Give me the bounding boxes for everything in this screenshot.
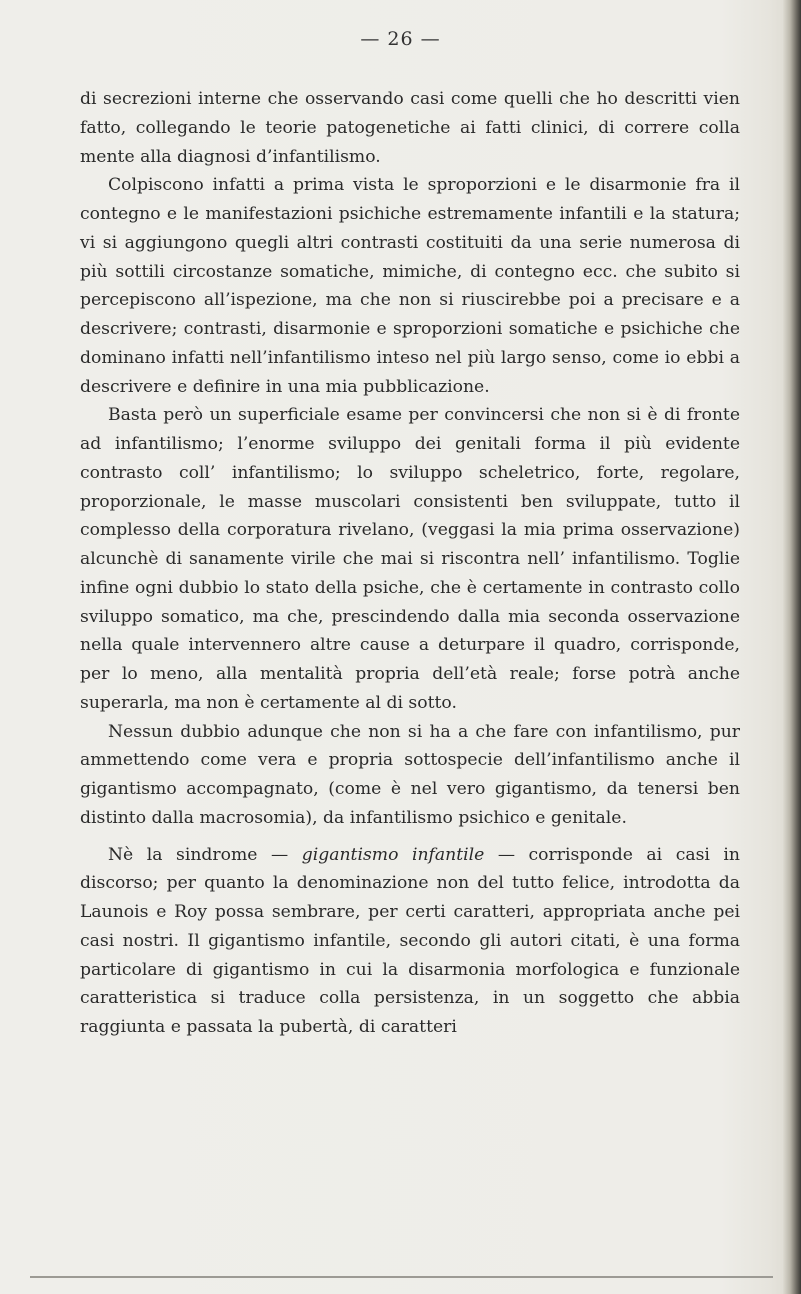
paragraph-5-start: Nè la sindrome — (108, 844, 302, 865)
paragraph-5 (80, 841, 740, 1042)
page-number: — 26 — (360, 28, 441, 50)
paragraph-2: Colpiscono infatti a prima vista le sproporzioni e le disarmonie fra il contegno e le manifestazioni psichiche estremamente infantili e la statura; vi si aggiungono quegli altri contrasti costituiti da una serie numerosa di più sottili circostanze somatiche, mimiche, di contegno ecc. che subito si percepiscono all’ispezione, ma che non si riuscirebbe poi a precisare e a descrivere; contrasti, disarmonie e sproporzioni somatiche e psichiche che dominano infatti nell’infantilismo inteso nel più largo senso, come io ebbi a descrivere e definire in una mia pubblicazione. (80, 175, 740, 397)
page-edge-shadow (783, 0, 801, 1294)
paragraph-5-rest: — corrisponde ai casi in discorso; per quanto la denominazione non del tutto felice, introdotta da Launois e Roy possa sembrare, per certi caratteri, appropriata anche pei casi nostri. Il gigantismo infantile, secondo gli autori citati, è una forma particolare di gigantismo in cui la disarmonia morfologica e funzionale caratteristica si traduce colla persistenza, in un soggetto che abbia raggiunta e passata la pubertà, di caratteri (80, 844, 740, 1037)
paragraph-1: di secrezioni interne che osservando casi come quelli che ho descritti vien fatto, collegando le teorie patogenetiche ai fatti clinici, di correre colla mente alla diagnosi d’infantilismo. (80, 89, 740, 167)
body-text (80, 85, 740, 1042)
bottom-rule (30, 1276, 773, 1278)
paragraph-3: Basta però un superficiale esame per convincersi che non si è di fronte ad infantilismo; l’enorme sviluppo dei genitali forma il più evidente contrasto coll’ infantilismo; lo sviluppo scheletrico, forte, regolare, proporzionale, le masse muscolari consistenti ben sviluppate, tutto il complesso della corporatura rivelano, (veggasi la mia prima osservazione) alcunchè di sanamente virile che mai si riscontra nell’ infantilismo. Toglie infine ogni dubbio lo stato della psiche, che è certamente in contrasto collo sviluppo somatico, ma che, prescindendo dalla mia seconda osservazione nella quale intervennero altre cause a deturpare il quadro, corrisponde, per lo meno, alla mentalità propria dell’età reale; forse potrà anche superarla, ma non è certamente al di sotto. (80, 405, 740, 713)
paragraph-4: Nessun dubbio adunque che non si ha a che fare con infantilismo, pur ammettendo come vera e propria sottospecie dell’infantilismo anche il gigantismo accompagnato, (come è nel vero gigantismo, da tenersi ben distinto dalla macrosomia), da infantilismo psichico e genitale. (80, 721, 740, 828)
paragraph-5-emphasis: gigantismo infantile (301, 844, 485, 865)
